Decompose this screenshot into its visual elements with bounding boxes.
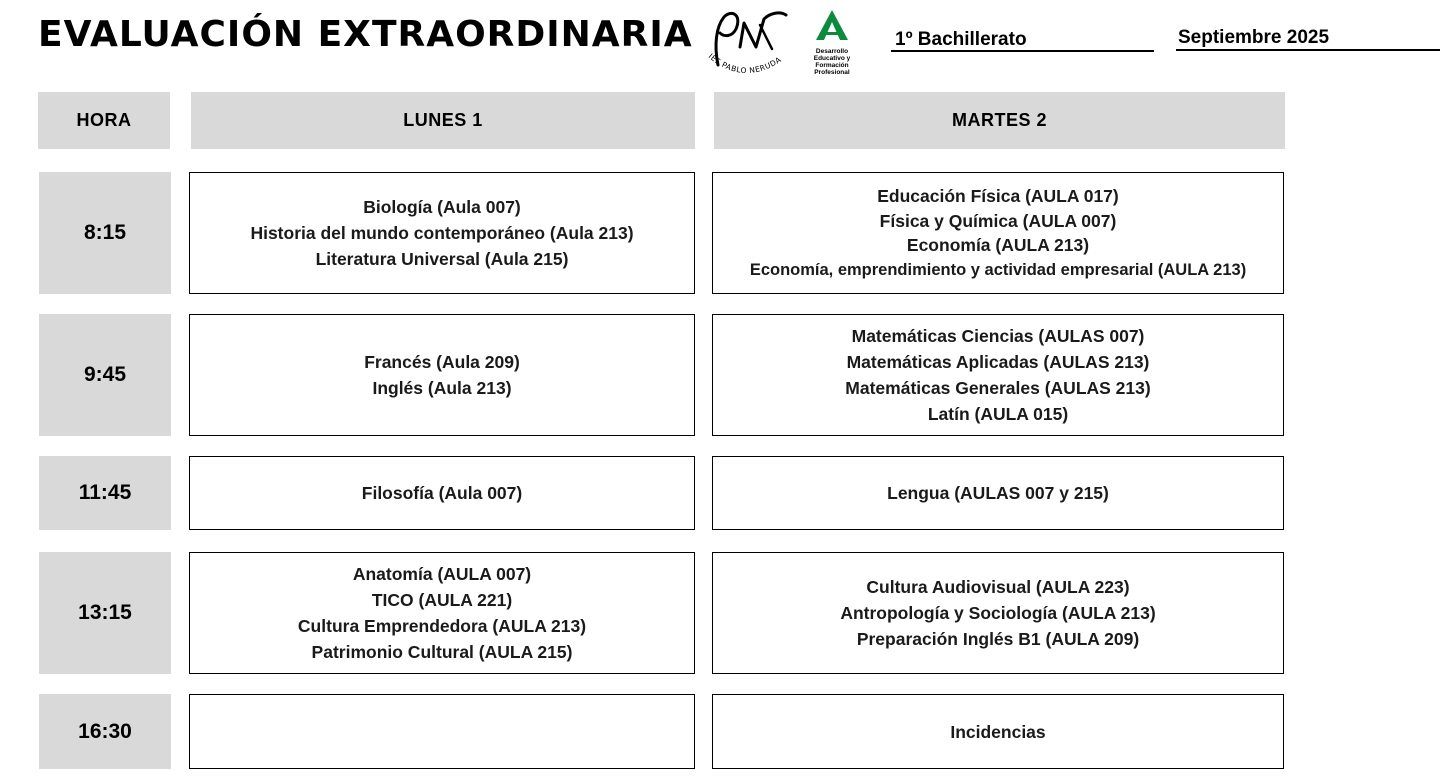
exam-slot-monday-0945: [189, 314, 695, 436]
exam-slot-monday-0815: [189, 172, 695, 294]
exam-entry: Anatomía (AULA 007): [352, 564, 532, 584]
exam-slot-tuesday-0815: [712, 172, 1284, 294]
time-cell-0945: 9:45: [39, 314, 171, 436]
time-cell-1315: 13:15: [39, 552, 171, 674]
exam-entry: Matemáticas Ciencias (AULAS 007): [851, 326, 1145, 346]
exam-entry: Historia del mundo contemporáneo (Aula 213): [250, 223, 634, 243]
exam-entry: Física y Química (AULA 007): [879, 210, 1117, 231]
school-logo: [700, 5, 800, 87]
time-cell-0815: 8:15: [39, 172, 171, 294]
exam-slot-monday-1630: [189, 694, 695, 769]
column-header-lunes: LUNES 1: [191, 92, 695, 149]
exam-entry: Incidencias: [950, 721, 1046, 742]
exam-slot-monday-1145: [189, 456, 695, 530]
date-underline: [1176, 49, 1440, 51]
exam-entry: Economía, emprendimiento y actividad empresarial (AULA 213): [749, 260, 1247, 279]
junta-emblem-icon: [806, 8, 858, 48]
exam-entry: Economía (AULA 213): [906, 235, 1090, 255]
exam-entry: Cultura Emprendedora (AULA 213): [297, 616, 587, 636]
exam-entry: Literatura Universal (Aula 215): [315, 249, 569, 269]
junta-logo: [806, 8, 858, 82]
exam-slot-tuesday-1630: [712, 694, 1284, 769]
school-logo-text: IES PABLO NERUDA: [706, 51, 783, 76]
exam-entry: Biología (Aula 007): [363, 197, 521, 217]
date-label: Septiembre 2025: [1178, 27, 1330, 48]
course-underline: [891, 50, 1154, 52]
exam-slot-tuesday-1315: [712, 552, 1284, 674]
exam-entry: Francés (Aula 209): [364, 352, 520, 372]
page-title: EVALUACIÓN EXTRAORDINARIA: [38, 14, 693, 55]
exam-slot-tuesday-1145: [712, 456, 1284, 530]
column-header-martes: MARTES 2: [714, 92, 1285, 149]
column-header-hora: HORA: [38, 92, 170, 149]
exam-slot-tuesday-0945: [712, 314, 1284, 436]
exam-entry: Filosofía (Aula 007): [361, 483, 523, 503]
exam-entry: TICO (AULA 221): [371, 590, 513, 610]
exam-entry: Matemáticas Generales (AULAS 213): [845, 378, 1151, 398]
exam-entry: Preparación Inglés B1 (AULA 209): [856, 629, 1140, 649]
junta-logo-text: Desarrollo Educativo y Formación Profesional: [813, 48, 851, 76]
exam-entry: Inglés (Aula 213): [372, 378, 512, 398]
time-cell-1630: 16:30: [39, 694, 171, 769]
svg-text:IES PABLO NERUDA: [707, 52, 784, 76]
exam-entry: Antropología y Sociología (AULA 213): [840, 603, 1156, 623]
course-label: 1º Bachillerato: [895, 29, 1027, 50]
exam-entry: Matemáticas Aplicadas (AULAS 213): [846, 352, 1150, 372]
time-cell-1145: 11:45: [39, 456, 171, 530]
exam-slot-monday-1315: [189, 552, 695, 674]
exam-entry: Educación Física (AULA 017): [877, 186, 1119, 206]
exam-entry: Lengua (AULAS 007 y 215): [887, 483, 1109, 503]
exam-entry: Patrimonio Cultural (AULA 215): [311, 642, 573, 662]
exam-entry: Latín (AULA 015): [927, 404, 1069, 424]
exam-entry: Cultura Audiovisual (AULA 223): [866, 577, 1130, 597]
